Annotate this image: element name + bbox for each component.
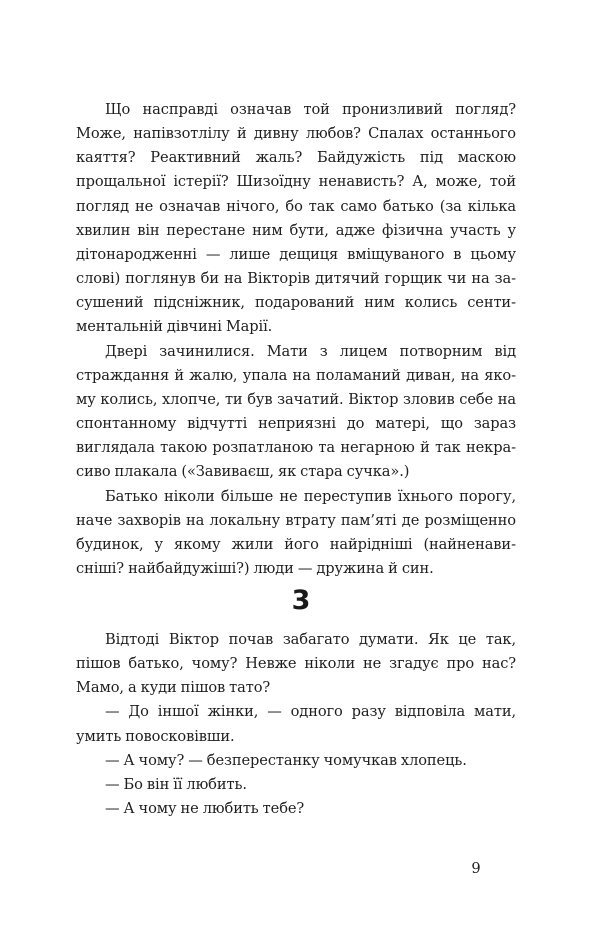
- dialogue-line: — Бо він її любить.: [105, 775, 247, 793]
- paragraph: Що насправді означав той пронизливий погляд? Може, напівзотлілу й дивну любов? Спалах останнього каяття? Реактивний жаль? Байдужість під маскою прощальної істерії? Шизоїдну ненависть? А, може, той погляд не означав нічого, бо так само батько (за кілька хвилин він перестане ним бути, адже фізична участь у дітонародженні — лише дещиця вміщуваного в цьому слові) поглянув би на Вікторів дитячий горщик чи на засушений підсніжник, подарований ним колись сентиментальній дівчині Марії.: [76, 101, 516, 336]
- text-block-chapter-start: [76, 628, 516, 821]
- text-block-before-chapter: [76, 98, 516, 581]
- chapter-heading: 3: [291, 585, 311, 616]
- paragraph: Батько ніколи більше не переступив їхнього порогу, наче захворів на локальну втрату пам’яті де розміщенно будинок, у якому жили його найрідніші (найненависніші? найбайдужіші?) люди — дружина й син.: [76, 487, 516, 577]
- paragraph: Двері зачинилися. Мати з лицем потворним від страждання й жалю, упала на поламаний диван, на якому колись, хлопче, ти був зачатий. Віктор зловив себе на спонтанному відчутті неприязні до матері, що зараз виглядала такою розпатланою та негарною й так некрасиво плакала («Завиваєш, як стара сучка».): [76, 342, 516, 481]
- page-number: 9: [471, 860, 481, 877]
- dialogue-line: — А чому не любить тебе?: [105, 800, 305, 818]
- dialogue-line: — До іншої жінки, — одного разу відповіла мати, умить повосковівши.: [76, 703, 516, 745]
- dialogue-line: — А чому? — безперестанку чомучкав хлопець.: [105, 751, 467, 769]
- paragraph: Відтоді Віктор почав забагато думати. Як це так, пішов батько, чому? Невже ніколи не згадує про нас? Мамо, а куди пішов тато?: [76, 631, 516, 697]
